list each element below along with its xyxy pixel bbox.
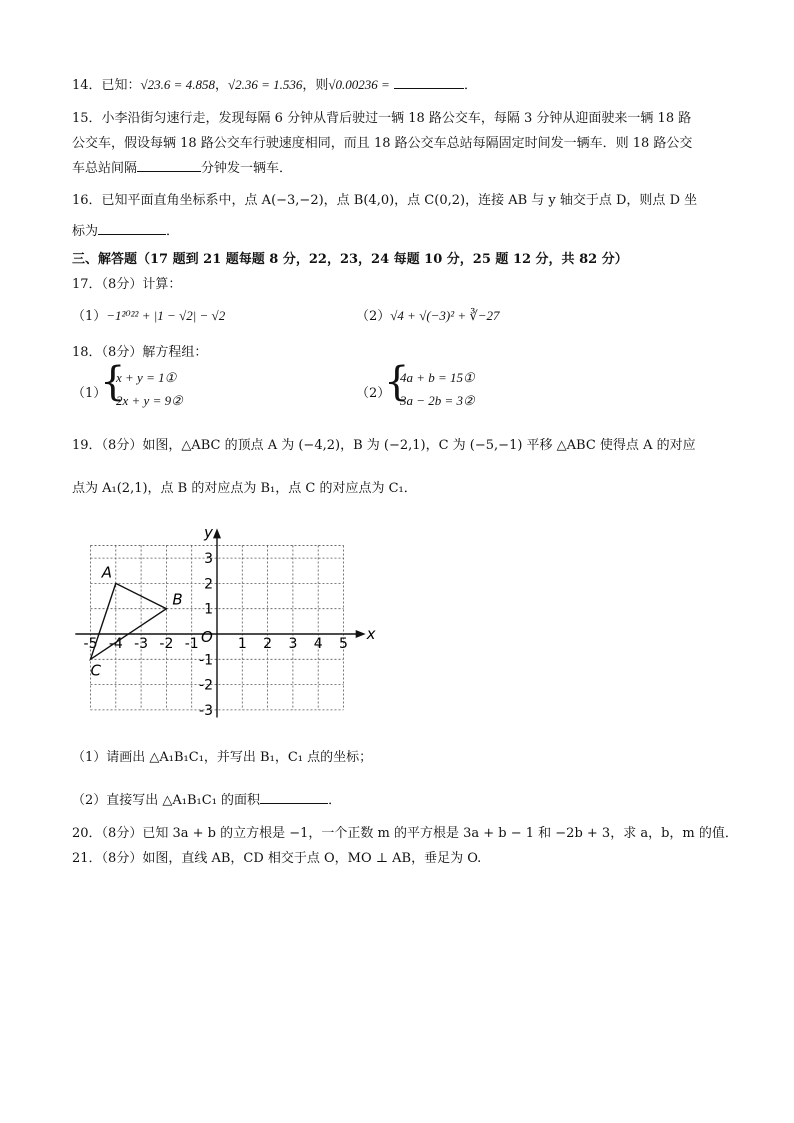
left-brace-icon: { — [384, 359, 410, 405]
question-15-line-2: 公交车，假设每辆 18 路公交车行驶速度相同，而且 18 路公交车总站每隔固定时间发一辆车．则 18 路公交 — [72, 136, 693, 151]
vertex-label-c: C — [90, 661, 101, 680]
question-15-line-3 — [72, 157, 292, 176]
q17-part-1-label: （1） — [72, 309, 107, 324]
x-axis-label: x — [366, 625, 376, 643]
x-tick-label: -5 — [83, 636, 98, 652]
x-tick-label: 2 — [263, 636, 273, 652]
q15-text-a: 车总站间隔 — [72, 161, 138, 176]
q19-sub-2-text: （2）直接写出 △A₁B₁C₁ 的面积 — [72, 793, 261, 808]
x-tick-label: 5 — [339, 636, 348, 652]
coordinate-grid-figure — [70, 520, 380, 725]
q17-part-2-label: （2） — [356, 309, 391, 324]
question-17-title: 17．（8分）计算： — [72, 277, 182, 292]
q16-text-b: ． — [166, 224, 180, 239]
q14-prefix: 14．已知： — [72, 78, 141, 93]
axes — [75, 523, 375, 717]
q14-expr-2: √2.36 = 1.536 — [227, 77, 303, 92]
y-axis-label: y — [204, 523, 213, 542]
triangle-abc — [91, 563, 183, 679]
q18-part-2-eq-1: 4a + b = 15① — [400, 370, 475, 385]
q18-part-2-eq-2: 3a − 2b = 3② — [400, 393, 475, 408]
question-19-line-2: 点为 A₁(2,1)，点 B 的对应点为 B₁，点 C 的对应点为 C₁． — [72, 481, 417, 496]
question-20: 20．（8分）已知 3a + b 的立方根是 −1，一个正数 m 的平方根是 3a + b − 1 和 −2b + 3，求 a，b，m 的值． — [72, 826, 738, 841]
x-tick-label: -4 — [108, 636, 123, 652]
q15-answer-blank[interactable] — [137, 159, 201, 172]
question-19-sub-1: （1）请画出 △A₁B₁C₁，并写出 B₁，C₁ 点的坐标； — [72, 750, 373, 765]
q17-part-2-expr: √4 + √(−3)² + ∛−27 — [390, 308, 500, 323]
q18-part-1-eq-1: x + y = 1① — [116, 370, 177, 385]
vertex-label-b: B — [172, 590, 183, 609]
q14-expr-3: √0.00236 = — [328, 77, 390, 92]
triangle-abc-outline — [91, 583, 167, 659]
q14-sep-1: ， — [214, 78, 228, 93]
q14-expr-1: √23.6 = 4.858 — [140, 77, 215, 92]
q14-sep-2: ，则 — [302, 78, 329, 93]
question-21: 21．（8分）如图，直线 AB，CD 相交于点 O，MO ⊥ AB，垂足为 O. — [72, 851, 482, 866]
question-19-sub-2 — [72, 789, 341, 808]
x-tick-label: 4 — [313, 636, 323, 652]
question-17-part-1 — [72, 305, 225, 324]
left-brace-icon: { — [100, 359, 126, 405]
y-axis-arrow-icon — [213, 528, 221, 538]
q19-sub-2-end: ． — [328, 793, 342, 808]
y-tick-label: -1 — [199, 652, 213, 669]
section-3-heading: 三、解答题（17 题到 21 题每题 8 分，22，23，24 每题 10 分，25 题 12 分，共 82 分） — [72, 252, 628, 267]
q14-end: ． — [463, 78, 477, 93]
y-tick-label: 2 — [204, 576, 213, 593]
x-axis-arrow-icon — [356, 630, 366, 638]
question-16-line-1: 16．已知平面直角坐标系中，点 A(−3,−2)，点 B(4,0)，点 C(0,2)，连接 AB 与 y 轴交于点 D，则点 D 坐 — [72, 193, 698, 208]
question-14 — [72, 74, 477, 93]
question-18-title: 18．（8分）解方程组： — [72, 345, 208, 360]
tick-labels — [84, 551, 348, 719]
question-17-part-2 — [356, 305, 499, 324]
vertex-label-a: A — [101, 563, 113, 582]
y-tick-label: 3 — [204, 551, 213, 568]
q18-part-1-label: （1） — [72, 386, 107, 401]
q16-text-a: 标为 — [72, 224, 99, 239]
x-tick-label: 3 — [288, 636, 298, 652]
q16-answer-blank[interactable] — [98, 222, 166, 235]
y-tick-label: -2 — [199, 677, 213, 694]
q19-area-answer-blank[interactable] — [260, 791, 328, 804]
question-19-line-1: 19．（8分）如图，△ABC 的顶点 A 为 (−4,2)，B 为 (−2,1)，C 为 (−5,−1) 平移 △ABC 使得点 A 的对应 — [72, 438, 696, 453]
origin-label: O — [201, 628, 213, 646]
x-tick-label: -1 — [184, 636, 199, 652]
q18-part-1-eq-2: 2x + y = 9② — [116, 393, 183, 408]
x-tick-label: -2 — [159, 636, 174, 652]
question-16-line-2 — [72, 220, 179, 239]
x-tick-label: 1 — [237, 636, 247, 652]
q18-part-2-label: （2） — [356, 386, 391, 401]
y-tick-label: 1 — [204, 601, 213, 618]
q14-answer-blank[interactable] — [394, 76, 464, 89]
question-15-line-1: 15．小李沿街匀速行走，发现每隔 6 分钟从背后驶过一辆 18 路公交车，每隔 3 分钟从迎面驶来一辆 18 路 — [72, 111, 692, 126]
x-tick-label: -3 — [134, 636, 149, 652]
q15-text-b: 分钟发一辆车． — [201, 161, 293, 176]
y-tick-label: -3 — [199, 702, 213, 719]
q17-part-1-expr: −1²⁰²² + |1 − √2| − √2 — [106, 308, 226, 323]
